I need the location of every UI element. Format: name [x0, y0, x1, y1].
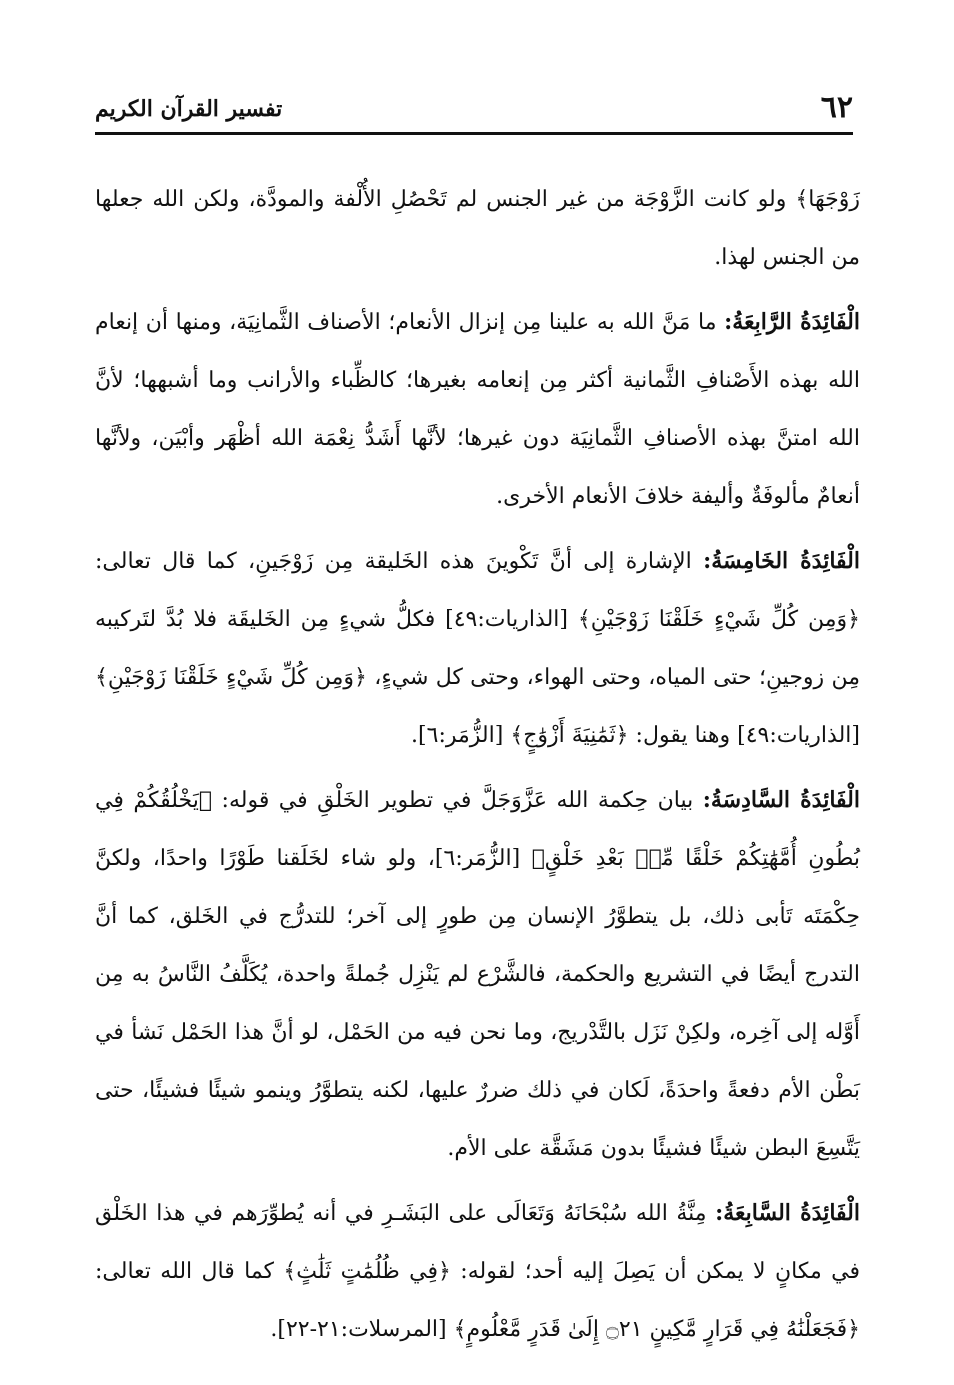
paragraph	[95, 170, 860, 287]
paragraph-text: ما مَنَّ الله به علينا مِن إنزال الأنعام؛ الأصناف الثَّمانِيَة، ومنها أن إنعام الله بهذه الأَصْنافِ الثَّمانية أكثر مِن إنعامه بغيرها؛ كالظِّباء والأرانب وما أشبهها؛ لأنَّ الله امتنَّ بهذه الأصنافِ الثَّمانِيَة دون غيرها؛ لأنَّها أَشَدُّ نِعْمَة الله أظْهَر وأبْيَن، ولأنَّها أنعامٌ مألوفَةٌ وأليفة خلافَ الأنعام الأخرى.	[95, 310, 860, 509]
header-divider	[95, 132, 853, 135]
running-title: تفسير القرآن الكريم	[95, 96, 283, 122]
paragraph	[95, 293, 860, 526]
body-text	[95, 170, 860, 1365]
paragraph-text: زَوْجَهَا﴾ ولو كانت الزَّوْجَة من غير الجنس لم تَحْصُلِ الأُلْفة والمودَّة، ولكن الله جعلها من الجنس لهذا.	[95, 187, 860, 270]
page-number: ٦٢	[820, 90, 853, 125]
paragraph-text: مِنَّةُ الله سُبْحَانَهُ وَتَعَالَى على البَشَـرِ في أنه يُطوِّرَهم في هذا الخَلْق في مكانٍ لا يمكن أن يَصِلَ إليه أحد؛ لقوله: ﴿فِي ظُلُمَٰتٍ ثَلَٰثٍ﴾ كما قال الله تعالى: ﴿فَجَعَلْنَٰهُ فِي قَرَارٍ مَّكِينٍ ۝٢١ إِلَىٰ قَدَرٍ مَّعْلُومٍ﴾ [المرسلات:٢١-٢٢].	[95, 1201, 860, 1342]
paragraph-heading: الْفَائِدَةُ الرَّابِعَةُ:	[724, 309, 860, 335]
paragraph-heading: الْفَائِدَةُ الخَامِسَةُ:	[703, 548, 860, 574]
page-header	[95, 88, 853, 128]
paragraph	[95, 532, 860, 765]
paragraph-text: بيان حِكمة الله عَزَّوَجَلَّ في تطوير الخَلْقِ في قوله: ﴿يَخْلُقُكُمْ فِي بُطُونِ أُمَّهَٰتِكُمْ خَلْقًا مِّنۢ بَعْدِ خَلْقٍ﴾ [الزُّمَر:٦]، ولو شاء لخَلَقنا طَوْرًا واحدًا، ولكنَّ حِكْمَتَه تَأبى ذلك، بل يتطوَّرُ الإنسان مِن طورٍ إلى آخر؛ للتدرُّج في الخَلق، كما أنَّ التدرج أيضًا في التشريع والحكمة، فالشَّرْع لم يَنْزِل جُملةً واحدة، يُكَلَّفُ النَّاسُ به مِن أَوَّله إلى آخِره، ولكِنْ نَزَل بالتَّدْريج، وما نحن فيه من الحَمْل، لو أنَّ هذا الحَمْل نَشأ في بَطْن الأم دفعةً واحدَةً، لَكان في ذلك ضررٌ عليها، لكنه يتطوَّرُ وينمو شيئًا فشيئًا، حتى يَتَّسِعَ البطن شيئًا فشيئًا بدون مَشَقَّة على الأم.	[95, 788, 860, 1161]
paragraph-text: الإشارة إلى أنَّ تَكْوينَ هذه الخَليقة مِن زَوْجَينِ، كما قال تعالى: ﴿وَمِن كُلِّ شَيْءٍ خَلَقْنَا زَوْجَيْنِ﴾ [الذاريات:٤٩] فكلُّ شيءٍ مِن الخَليقَة فلا بُدَّ لتَركيبه مِن زوجينِ؛ حتى المياه، وحتى الهواء، وحتى كل شيءٍ، ﴿وَمِن كُلِّ شَيْءٍ خَلَقْنَا زَوْجَيْنِ﴾ [الذاريات:٤٩] وهنا يقول: ﴿ثَمَٰنِيَةَ أَزْوَٰجٍ﴾ [الزُّمَر:٦].	[95, 549, 860, 748]
paragraph	[95, 1184, 860, 1359]
paragraph	[95, 771, 860, 1178]
paragraph-heading: الْفَائِدَةُ السَّادِسَةُ:	[702, 787, 860, 813]
paragraph-heading: الْفَائِدَةُ السَّابِعَةُ:	[715, 1200, 860, 1226]
